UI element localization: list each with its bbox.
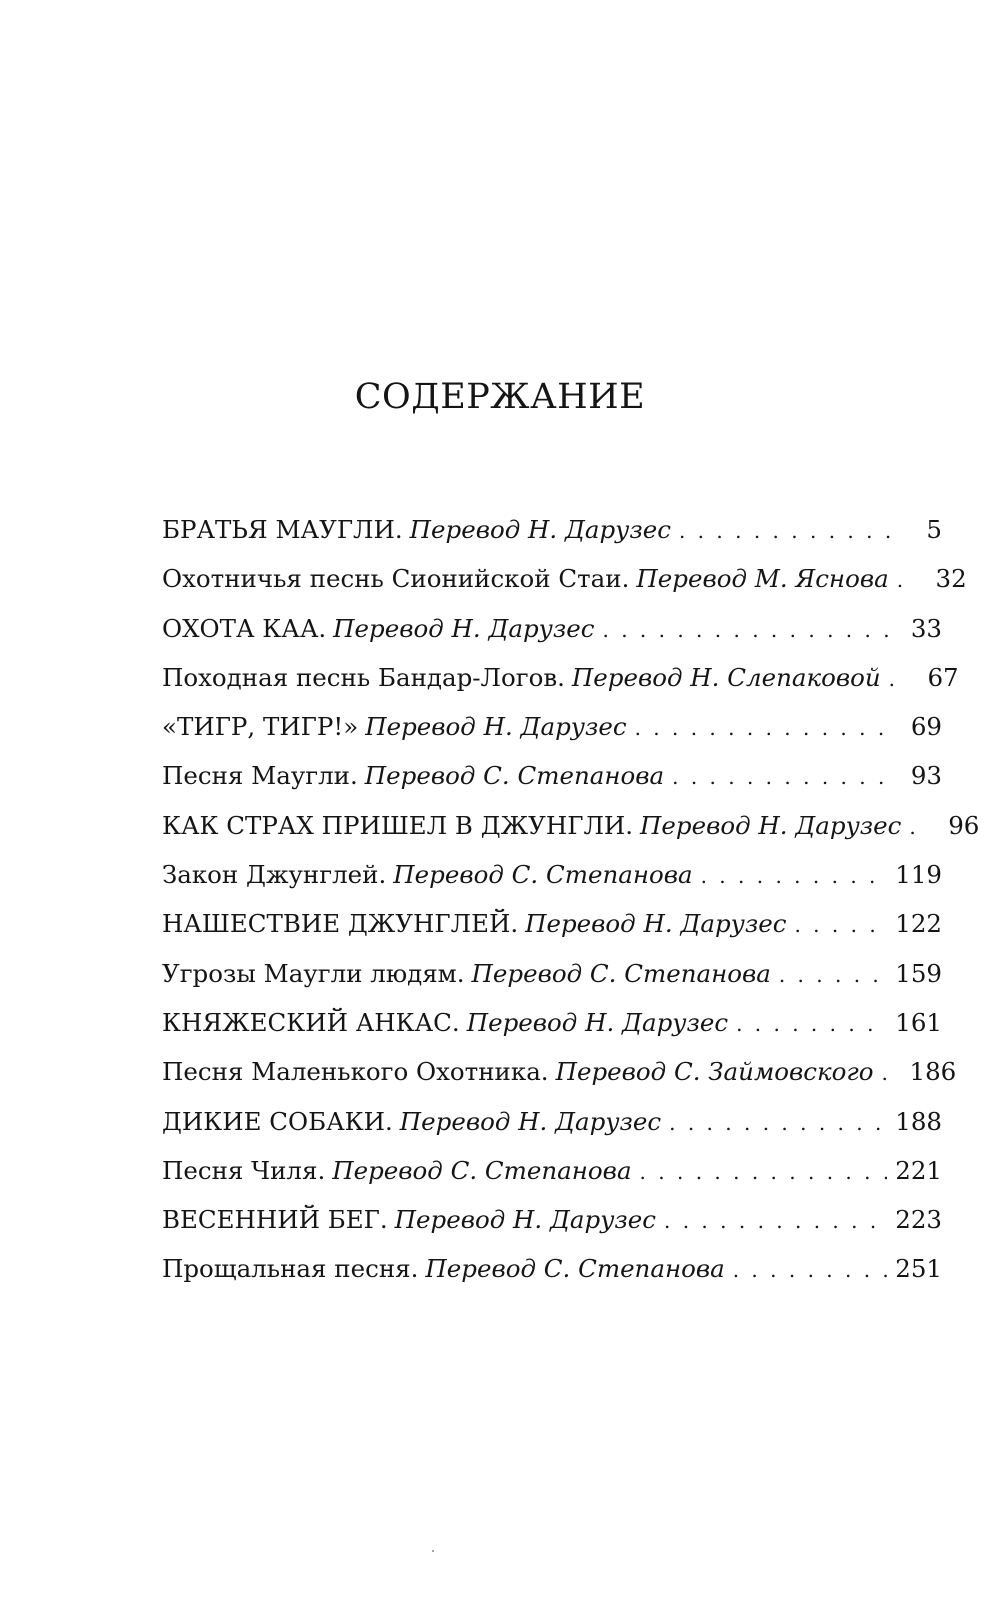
toc-entry-page: 221 (895, 1155, 942, 1185)
toc-entry-translator: Перевод Н. Дарузес (399, 1106, 662, 1136)
toc-entry-title: Охотничья песнь Сионийской Стаи. (162, 564, 630, 594)
toc-entry (162, 604, 942, 653)
toc-entry-translator: Перевод Н. Дарузес (365, 712, 627, 742)
toc-entry (162, 1146, 942, 1195)
toc-entry-page: 161 (895, 1007, 942, 1037)
toc-entry-page: 186 (909, 1057, 957, 1087)
toc-entry-translator: Перевод С. Степанова (425, 1254, 725, 1284)
toc-entry-title: Прощальная песня. (162, 1254, 419, 1284)
toc-entry (162, 850, 942, 899)
toc-entry (162, 899, 942, 948)
toc-dot-leader (889, 655, 909, 704)
toc-entry-page: 67 (927, 662, 959, 692)
toc-entry (162, 554, 967, 603)
toc-dot-leader (897, 556, 917, 605)
page-title: СОДЕРЖАНИЕ (354, 377, 646, 417)
print-speck (432, 1550, 434, 1552)
table-of-contents (162, 505, 980, 1294)
toc-entry-page: 96 (948, 810, 980, 840)
toc-entry-page: 223 (895, 1205, 942, 1235)
toc-entry (162, 505, 942, 554)
toc-entry-page: 33 (910, 613, 942, 643)
toc-entry-translator: Перевод Н. Дарузес (640, 810, 902, 840)
toc-entry-title: Песня Маленького Охотника. (162, 1057, 549, 1087)
toc-entry-title: ОХОТА КАА. (162, 613, 327, 643)
toc-dot-leader (779, 951, 887, 1000)
toc-entry-page: 93 (910, 761, 942, 791)
toc-dot-leader (701, 852, 888, 901)
toc-entry-page: 122 (895, 909, 942, 939)
toc-entry (162, 949, 942, 998)
toc-dot-leader (733, 1246, 888, 1295)
toc-dot-leader (672, 753, 892, 802)
toc-dot-leader (602, 606, 892, 655)
toc-entry-translator: Перевод Н. Дарузес (394, 1205, 656, 1235)
toc-entry-title: КАК СТРАХ ПРИШЕЛ В ДЖУНГЛИ. (162, 810, 634, 840)
toc-entry (162, 1195, 942, 1244)
toc-dot-leader (664, 1197, 887, 1246)
toc-entry (162, 702, 942, 751)
toc-entry-translator: Перевод С. Степанова (471, 958, 771, 988)
toc-entry-title: ВЕСЕННИЙ БЕГ. (162, 1205, 388, 1235)
toc-entry-translator: Перевод Н. Слепаковой (571, 662, 881, 692)
toc-entry-title: Песня Маугли. (162, 761, 358, 791)
toc-entry-title: «ТИГР, ТИГР!» (162, 712, 359, 742)
toc-entry-title: БРАТЬЯ МАУГЛИ. (162, 515, 403, 544)
toc-entry-translator: Перевод Н. Дарузес (333, 613, 595, 643)
toc-entry (162, 998, 942, 1047)
toc-entry-title: ДИКИЕ СОБАКИ. (162, 1106, 393, 1136)
toc-entry-title: Походная песнь Бандар-Логов. (162, 662, 565, 692)
toc-entry-title: Угрозы Маугли людям. (162, 958, 465, 988)
toc-entry-translator: Перевод С. Степанова (364, 761, 665, 791)
toc-entry-page: 32 (935, 564, 967, 594)
toc-dot-leader (882, 1049, 902, 1098)
toc-entry (162, 1244, 942, 1293)
toc-entry-translator: Перевод Н. Дарузес (466, 1007, 729, 1037)
toc-dot-leader (909, 803, 929, 852)
toc-entry-title: Песня Чиля. (162, 1155, 326, 1185)
toc-entry-translator: Перевод Н. Дарузес (525, 909, 787, 939)
toc-entry-page: 69 (910, 712, 942, 742)
toc-entry-page: 159 (895, 958, 942, 988)
toc-dot-leader (794, 901, 887, 950)
toc-dot-leader (635, 704, 892, 753)
toc-entry-title: НАШЕСТВИЕ ДЖУНГЛЕЙ. (162, 909, 519, 939)
toc-entry-translator: Перевод С. Степанова (332, 1155, 632, 1185)
toc-entry (162, 801, 980, 850)
toc-dot-leader (669, 1099, 887, 1148)
toc-entry-page: 251 (895, 1254, 942, 1284)
toc-entry-page: 119 (895, 860, 942, 890)
toc-dot-leader (640, 1148, 888, 1197)
toc-entry-translator: Перевод С. Степанова (393, 860, 693, 890)
toc-entry-title: КНЯЖЕСКИЙ АНКАС. (162, 1007, 460, 1037)
toc-dot-leader (736, 1000, 887, 1049)
toc-entry (162, 653, 959, 702)
toc-entry (162, 751, 942, 800)
toc-entry-translator: Перевод М. Яснова (636, 564, 889, 594)
toc-entry (162, 1097, 942, 1146)
toc-entry-page: 5 (926, 515, 942, 544)
toc-dot-leader (679, 507, 892, 556)
toc-entry-translator: Перевод С. Займовского (555, 1057, 874, 1087)
toc-entry-page: 188 (895, 1106, 942, 1136)
toc-entry (162, 1047, 957, 1096)
toc-entry-title: Закон Джунглей. (162, 860, 387, 890)
toc-entry-translator: Перевод Н. Дарузес (409, 515, 671, 544)
